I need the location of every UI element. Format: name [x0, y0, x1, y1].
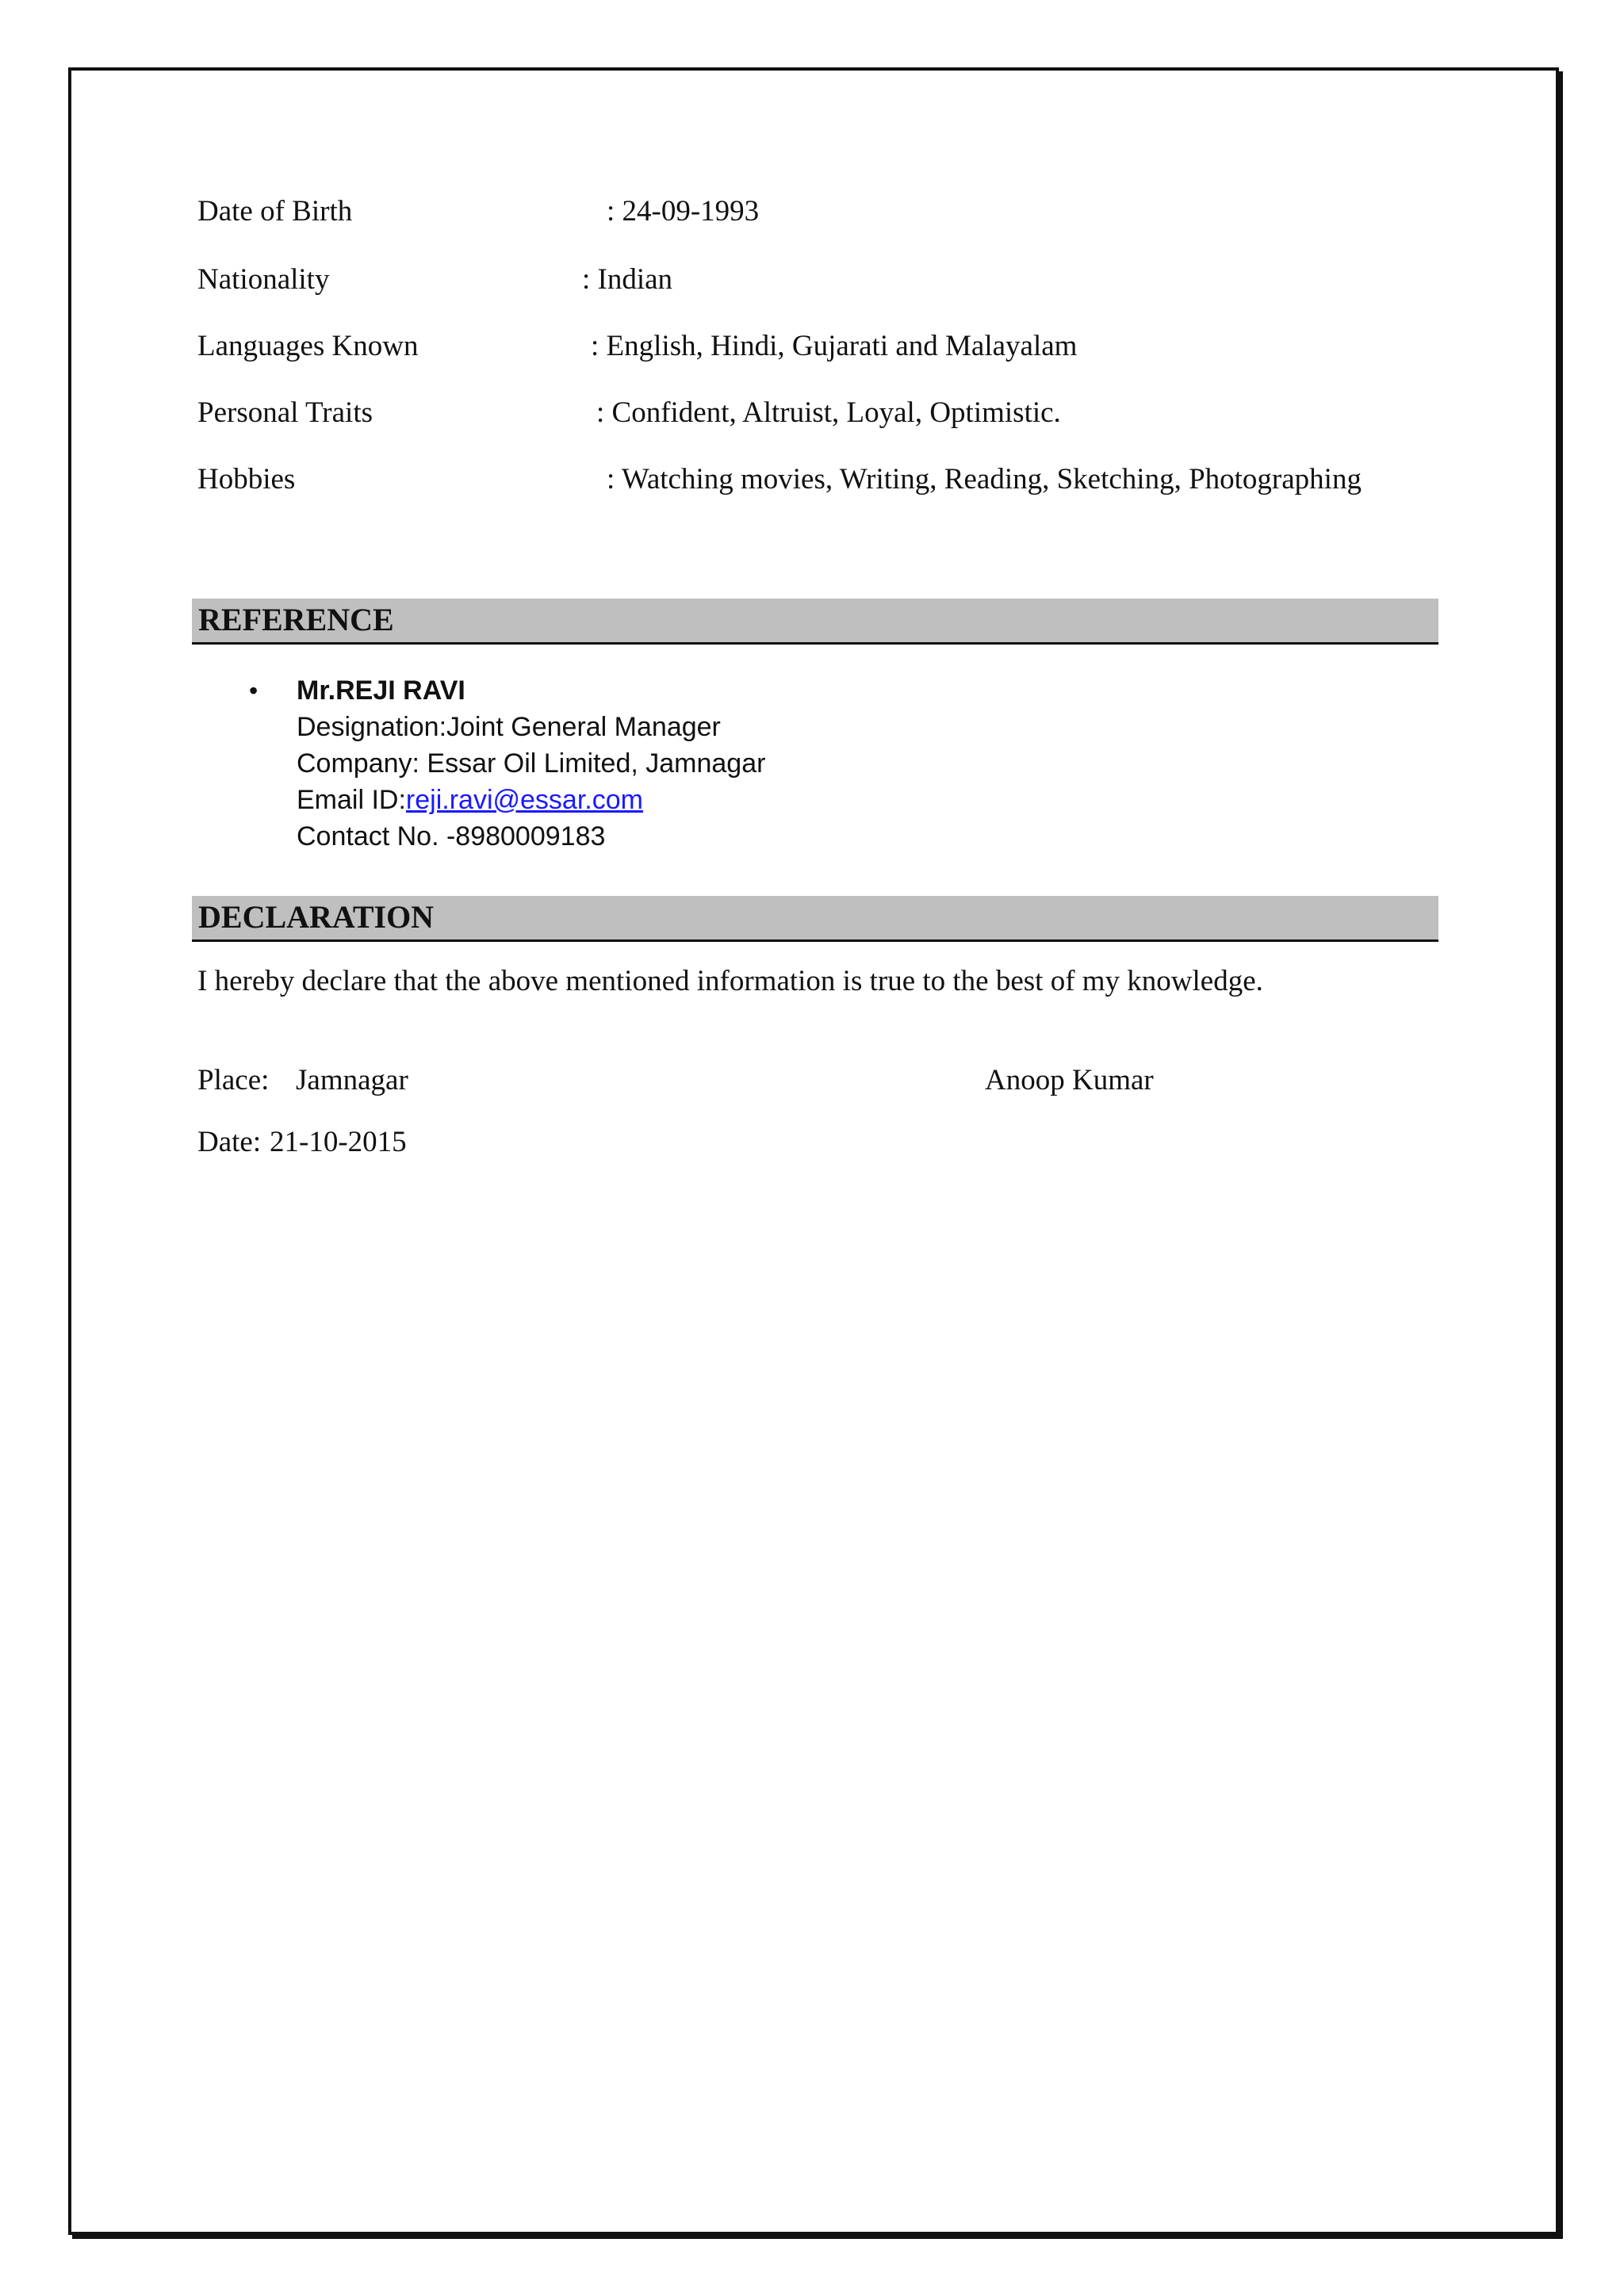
detail-label: Nationality — [197, 263, 330, 296]
reference-section-header — [192, 599, 1438, 645]
place-value: Jamnagar — [296, 1064, 408, 1096]
detail-label: Date of Birth — [197, 195, 353, 228]
reference-contact: Contact No. -8980009183 — [297, 821, 606, 851]
detail-value: : English, Hindi, Gujarati and Malayalam — [591, 330, 1078, 362]
reference-company: Company: Essar Oil Limited, Jamnagar — [297, 748, 766, 779]
signature-name: Anoop Kumar — [985, 1064, 1154, 1096]
declaration-heading: DECLARATION — [198, 899, 435, 935]
detail-label: Personal Traits — [197, 396, 373, 429]
detail-value: : Indian — [582, 263, 673, 296]
date-label: Date: — [197, 1126, 262, 1158]
reference-heading: REFERENCE — [198, 602, 394, 637]
reference-name: Mr.REJI RAVI — [297, 675, 465, 706]
reference-email-link[interactable]: reji.ravi@essar.com — [405, 785, 643, 815]
detail-value: : Confident, Altruist, Loyal, Optimistic. — [596, 396, 1061, 429]
reference-designation: Designation:Joint General Manager — [297, 712, 721, 742]
bullet-icon: • — [249, 676, 259, 705]
detail-value: : Watching movies, Writing, Reading, Sketching, Photographing — [607, 463, 1362, 496]
declaration-section-header — [192, 896, 1438, 942]
declaration-text: I hereby declare that the above mentioned information is true to the best of my knowledge. — [197, 965, 1263, 997]
place-label: Place: — [197, 1064, 270, 1096]
reference-email-label: Email ID: — [297, 785, 406, 815]
reference-email-line — [297, 782, 643, 818]
detail-label: Languages Known — [197, 330, 419, 362]
date-value: 21-10-2015 — [270, 1126, 407, 1158]
detail-value: : 24-09-1993 — [607, 195, 760, 228]
detail-label: Hobbies — [197, 463, 296, 496]
